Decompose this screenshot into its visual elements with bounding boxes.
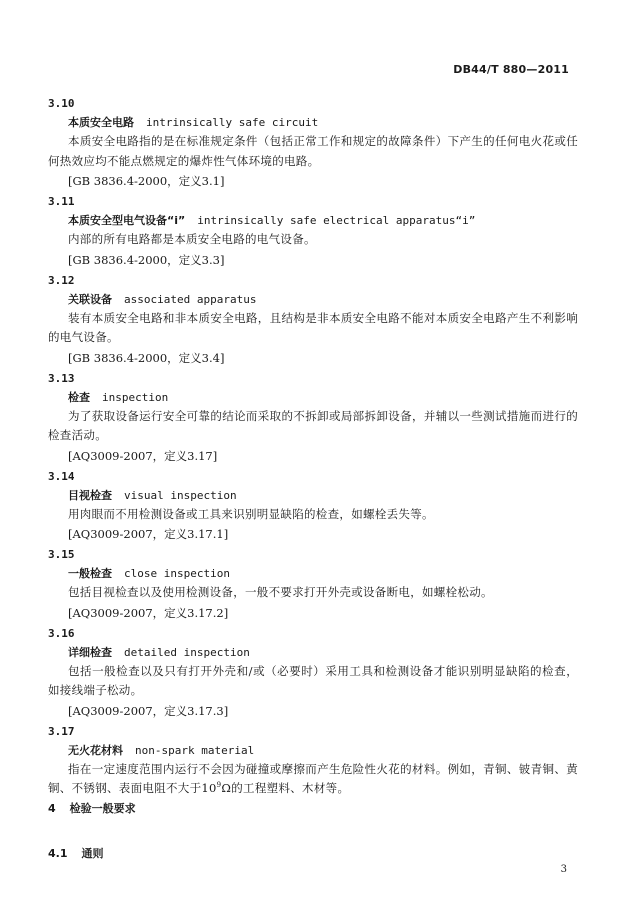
entry-3-12 [48,271,578,368]
term-chinese: 目视检查 [68,488,112,502]
entry-definition: 装有本质安全电路和非本质安全电路，且结构是非本质安全电路不能对本质安全电路产生不利影响的电气设备。 [48,310,578,344]
entry-source: [GB 3836.4-2000，定义3.4] [68,350,225,365]
entry-definition: 包括目视检查以及使用检测设备，一般不要求打开外壳或设备断电，如螺栓松动。 [68,585,493,599]
entry-number: 3.17 [48,724,75,738]
term-english: intrinsically safe circuit [146,116,319,129]
entry-source: [AQ3009-2007，定义3.17.3] [68,703,229,718]
entry-number: 3.13 [48,371,75,385]
entry-3-11 [48,192,578,270]
term-chinese: 本质安全型电气设备“i” [68,214,186,227]
term-english: intrinsically safe electrical apparatus“i” [197,214,476,227]
entry-3-17 [48,722,578,799]
section-title: 检验一般要求 [69,802,136,815]
term-english: visual inspection [124,488,237,502]
entry-source: [AQ3009-2007，定义3.17.2] [68,605,229,620]
entry-term [68,388,578,407]
entry-term [68,113,578,132]
entry-definition: 包括一般检查以及只有打开外壳和/或（必要时）采用工具和检测设备才能识别明显缺陷的检查，如接线端子松动。 [48,663,578,697]
section-title: 通则 [81,847,104,860]
term-english: inspection [102,390,169,404]
section-number: 4 [48,802,56,815]
entry-definition: 内部的所有电路都是本质安全电路的电气设备。 [68,232,316,246]
entry-source: [GB 3836.4-2000，定义3.3] [68,252,225,267]
entry-3-15 [48,545,578,623]
entry-3-16 [48,624,578,721]
entry-term [68,290,578,309]
definition-text: Ω的工程塑料、木材等。 [221,781,350,795]
definitions-list [48,93,578,799]
term-english: detailed inspection [124,645,250,659]
entry-3-13 [48,369,578,466]
entry-number: 3.16 [48,626,75,640]
entry-3-14 [48,467,578,545]
definition-text: 指在一定速度范围内运行不会因为碰撞或摩擦而产生危险性火花的材料。例如，青铜、铍青铜、黄铜、不锈钢、表面电阻不大于10 [48,761,578,795]
entry-number: 3.10 [48,97,75,110]
section-heading-4 [48,800,136,816]
entry-term [68,564,578,583]
entry-definition: 用肉眼而不用检测设备或工具来识别明显缺陷的检查，如螺栓丢失等。 [68,506,434,521]
entry-term [68,486,578,505]
entry-number: 3.15 [48,548,75,561]
standard-code: DB44/T 880—2011 [453,63,569,76]
entry-source: [AQ3009-2007，定义3.17] [68,448,218,463]
section-heading-4-1 [48,845,104,861]
entry-3-10 [48,94,578,191]
section-number: 4.1 [48,847,68,860]
entry-source: [GB 3836.4-2000，定义3.1] [68,174,225,188]
term-chinese: 无火花材料 [68,743,123,757]
entry-number: 3.12 [48,273,75,287]
term-chinese: 一般检查 [68,567,112,580]
term-english: non-spark material [135,743,255,757]
term-chinese: 本质安全电路 [68,116,134,129]
term-chinese: 关联设备 [68,292,112,306]
term-chinese: 检查 [68,390,90,404]
entry-definition: 为了获取设备运行安全可靠的结论而采取的不拆卸或局部拆卸设备，并辅以一些测试措施而进行的检查活动。 [48,408,578,442]
page-number: 3 [560,864,567,875]
entry-definition [48,760,578,799]
entry-term [68,643,578,662]
entry-term [68,211,578,230]
entry-number: 3.14 [48,469,75,483]
term-english: close inspection [124,567,230,580]
exponent: 9 [216,781,222,790]
entry-source: [AQ3009-2007，定义3.17.1] [68,527,229,541]
entry-definition: 本质安全电路指的是在标准规定条件（包括正常工作和规定的故障条件）下产生的任何电火花或任何热效应均不能点燃规定的爆炸性气体环境的电路。 [48,134,578,168]
term-chinese: 详细检查 [68,645,112,659]
term-english: associated apparatus [124,292,257,306]
entry-term [68,741,578,760]
entry-number: 3.11 [48,195,75,208]
